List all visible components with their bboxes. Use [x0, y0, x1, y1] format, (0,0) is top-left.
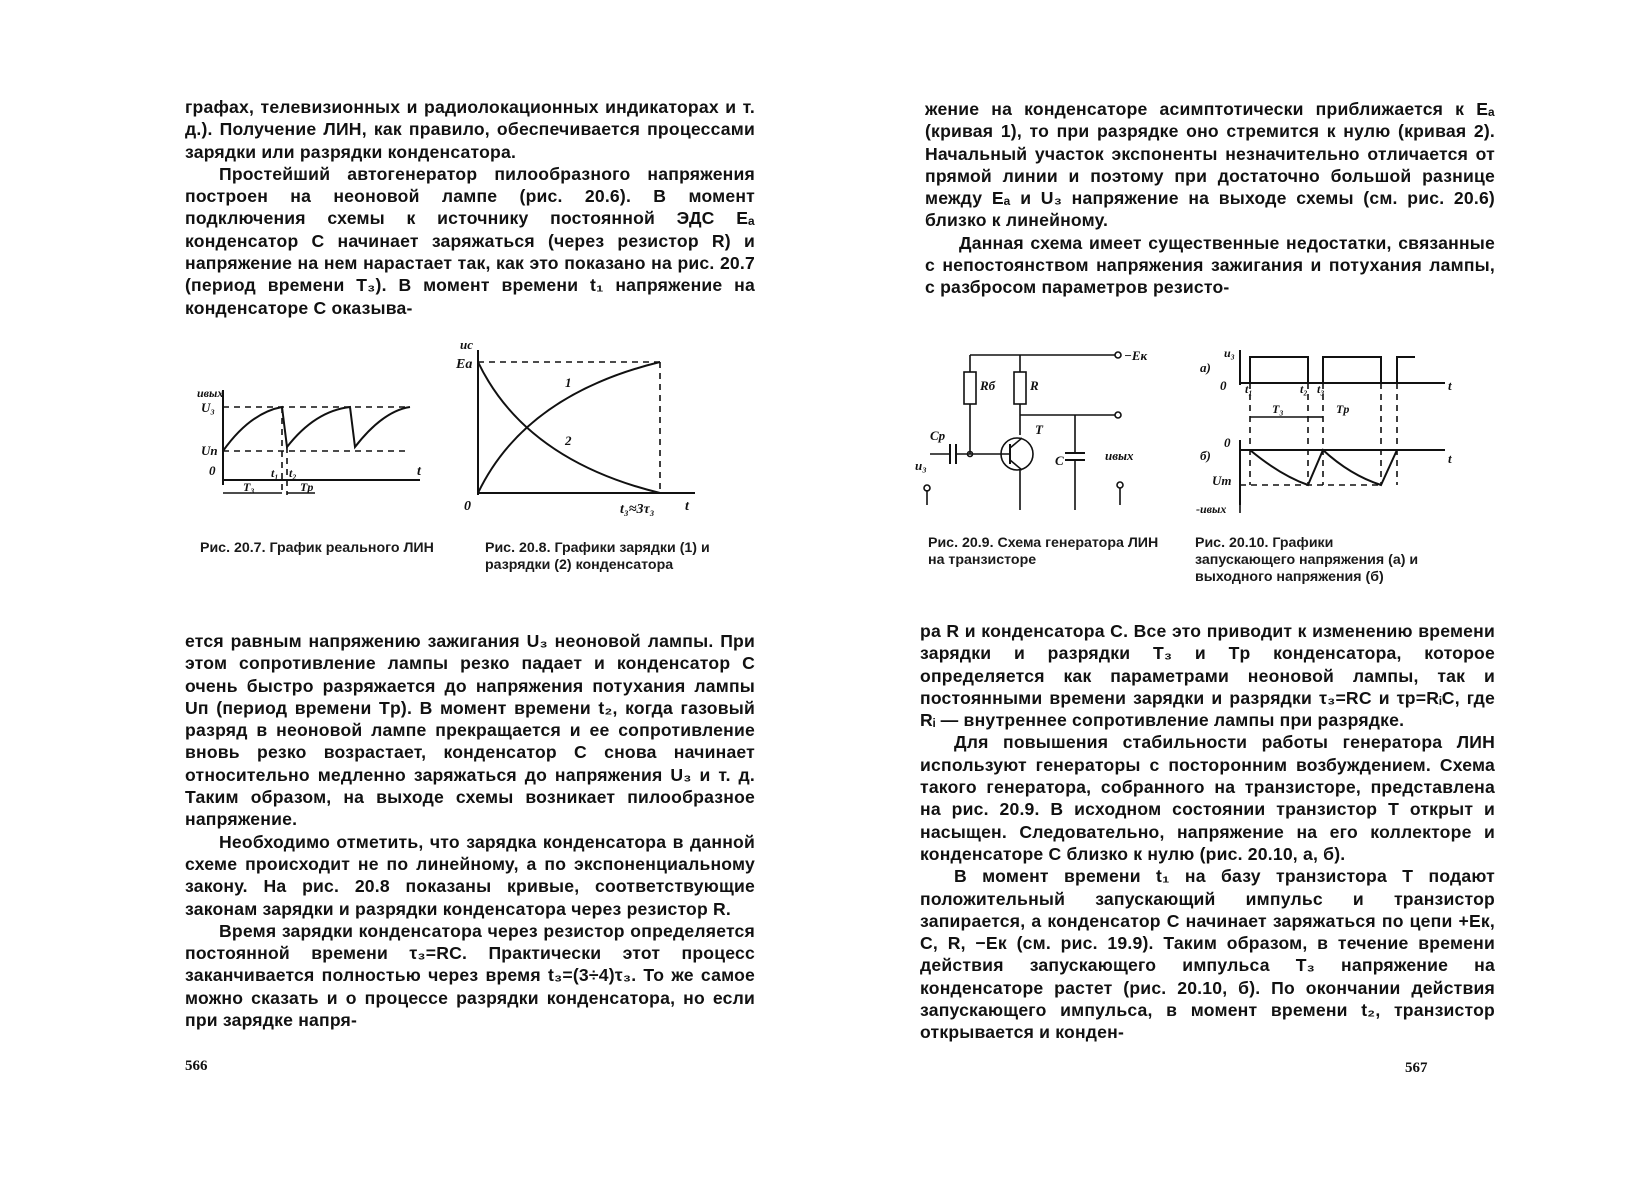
- paragraph: ется равным напряжению зажигания U₃ неоновой лампы. При этом сопротивление лампы резко падает и конденсатор C очень быстро разряжается до напряжения потухания лампы Uп (период времени Tр). В момент времени t₂, когда газовый разряд в неоновой лампе прекращается и ее сопротивление вновь резко возрастает, конденсатор C снова начинает относительно медленно заряжаться до напряжения U₃ и т. д. Таким образом, на выходе схемы возникает пилообразное напряжение.: [185, 631, 755, 830]
- fig-20-7-chart: [195, 385, 435, 520]
- paragraph: графах, телевизионных и радиолокационных индикаторах и т. д.). Получение ЛИН, как правило, обеспечивается процессами зарядки или разрядки конденсатора.: [185, 97, 755, 162]
- fig-20-10-label-u3: u₃: [1224, 346, 1235, 360]
- fig-20-9-label-u3: u₃: [915, 458, 927, 473]
- fig-20-9-label-ek: −Eк: [1124, 348, 1148, 363]
- left-text-top: [185, 96, 755, 319]
- fig-20-7-label-t2: t₂: [289, 466, 297, 480]
- paragraph: Время зарядки конденсатора через резистор определяется постоянной времени τ₃=RC. Практически этот процесс заканчивается полностью через время t₃=(3÷4)τ₃. То же самое можно сказать и о процессе разрядки конденсатора, но если при зарядке напря-: [185, 920, 755, 1031]
- fig-20-9-caption: Рис. 20.9. Схема генератора ЛИН на транзисторе: [928, 535, 1159, 568]
- fig-20-7-label-u3: U₃: [201, 400, 215, 415]
- fig-20-8-label-Ea: Ea: [456, 357, 473, 372]
- fig-20-8-label-t: t: [685, 499, 689, 514]
- fig-20-7-label-Tp: Tр: [300, 480, 314, 494]
- fig-20-8-chart: [450, 335, 735, 535]
- fig-20-7-label-t: t: [417, 464, 421, 479]
- fig-20-10-label-Um: Um: [1212, 473, 1232, 488]
- fig-20-7-label-T3: T₃: [243, 480, 255, 494]
- page-number: 566: [185, 1058, 208, 1074]
- fig-20-7-label-uout: uвых: [197, 386, 224, 400]
- fig-20-10-label-T3: T₃: [1272, 402, 1284, 416]
- fig-20-7-label-t1: t₁: [271, 466, 279, 480]
- fig-20-7-label-un: Uп: [201, 443, 218, 458]
- fig-20-10-label-a: а): [1200, 360, 1211, 375]
- fig-20-9-label-uout: uвых: [1105, 448, 1134, 463]
- paragraph: жение на конденсаторе асимптотически приближается к Eₐ (кривая 1), то при разрядке оно стремится к нулю (кривая 2). Начальный участок экспоненты незначительно отличается от прямой линии и поэтому при достаточно большой разнице между Eₐ и U₃ напряжение на выходе схемы (см. рис. 20.6) близко к линейному.: [925, 99, 1495, 231]
- paragraph: Необходимо отметить, что зарядка конденсатора в данной схеме происходит не по линейному, а по экспоненциальному закону. На рис. 20.8 показаны кривые, соответствующие законам зарядки и разрядки конденсатора через резистор R.: [185, 831, 755, 919]
- paragraph: Данная схема имеет существенные недостатки, связанные с непостоянством напряжения зажигания и потухания лампы, с разбросом параметров резисто-: [925, 232, 1495, 298]
- fig-20-8-caption: Рис. 20.8. Графики зарядки (1) и разрядки (2) конденсатора: [485, 540, 710, 573]
- page-number: 567: [1405, 1060, 1428, 1076]
- fig-20-10-label-t1: t₁: [1245, 382, 1253, 396]
- fig-20-10-label-t2: t₂: [1300, 382, 1308, 396]
- paragraph: Для повышения стабильности работы генератора ЛИН используют генераторы с посторонним возбуждением. Схема такого генератора, собранного на транзисторе, представлена на рис. 20.9. В исходном состоянии транзистор T открыт и насыщен. Следовательно, напряжение на его коллекторе и конденсаторе C близко к нулю (рис. 20.10, а, б).: [920, 732, 1495, 864]
- fig-20-8-label-zero: 0: [464, 499, 471, 514]
- fig-20-10-label-uout: -uвых: [1196, 502, 1227, 516]
- fig-20-8-label-curve2: 2: [565, 433, 572, 448]
- fig-20-7-caption: Рис. 20.7. График реального ЛИН: [200, 540, 434, 556]
- right-text-bottom: [920, 620, 1495, 1044]
- paragraph: В момент времени t₁ на базу транзистора T подают положительный запускающий импульс и транзистор запирается, а конденсатор C начинает заряжаться по цепи +Eк, C, R, −Eк (см. рис. 19.9). Таким образом, в течение времени действия запускающего импульса T₃ напряжение на конденсаторе растет (рис. 20.10, б). По окончании действия запускающего импульса, в момент времени t₂, транзистор открывается и конден-: [920, 866, 1495, 1043]
- fig-20-7-label-zero: 0: [209, 463, 216, 478]
- fig-20-10-chart: [1190, 345, 1480, 535]
- fig-20-9-label-cp: Cр: [930, 428, 946, 443]
- fig-20-10-label-zero: 0: [1220, 378, 1227, 393]
- fig-20-9-label-c: C: [1055, 453, 1064, 468]
- fig-20-10-label-t: t: [1448, 378, 1452, 393]
- fig-20-10-label-t3: t₃: [1317, 382, 1325, 396]
- paragraph: ра R и конденсатора C. Все это приводит к изменению времени зарядки и разрядки T₃ и Tр конденсатора, которое определяется как параметрами неоновой лампы, так и постоянными времени зарядки и разрядки τ₃=RC и τр=RᵢC, где Rᵢ — внутреннее сопротивление лампы при разрядке.: [920, 621, 1495, 731]
- fig-20-8-label-t3: t₃≈3τ₃: [620, 502, 655, 517]
- fig-20-10-caption: Рис. 20.10. Графики запускающего напряжения (а) и выходного напряжения (б): [1195, 535, 1419, 585]
- paragraph: Простейший автогенератор пилообразного напряжения построен на неоновой лампе (рис. 20.6). В момент подключения схемы к источнику постоянной ЭДС Eₐ конденсатор C начинает заряжаться (через резистор R) и напряжение на нем нарастает так, как это показано на рис. 20.7 (период времени T₃). В момент времени t₁ напряжение на конденсаторе C оказыва-: [185, 163, 755, 318]
- right-page: [820, 0, 1637, 1190]
- fig-20-9-label-r: R: [1030, 378, 1039, 393]
- fig-20-9-circuit: [910, 350, 1170, 525]
- fig-20-10-label-zero-b: 0: [1224, 435, 1231, 450]
- fig-20-8-label-uc: uc: [460, 337, 473, 352]
- fig-20-9-label-rb: Rб: [980, 378, 996, 393]
- left-text-bottom: [185, 630, 755, 1031]
- fig-20-10-label-t-b: t: [1448, 451, 1452, 466]
- left-page: [0, 0, 800, 1190]
- fig-20-9-label-t: T: [1035, 422, 1043, 437]
- right-text-top: [925, 98, 1495, 299]
- fig-20-8-label-curve1: 1: [565, 375, 572, 390]
- fig-20-10-label-Tp: Tр: [1336, 402, 1350, 416]
- fig-20-10-label-b: б): [1200, 448, 1211, 463]
